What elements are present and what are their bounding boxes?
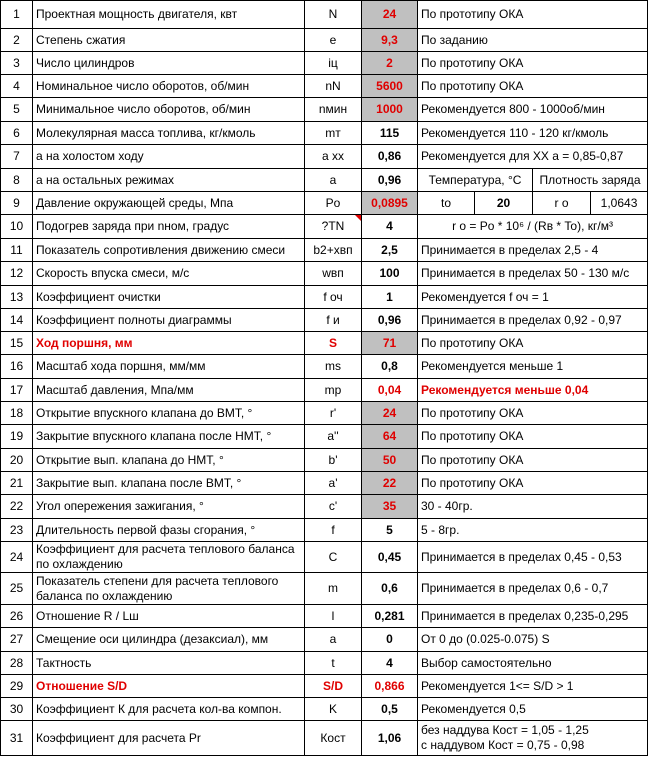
- table-row: [1, 122, 648, 145]
- to-value-cell[interactable]: 20: [475, 192, 533, 215]
- symbol-cell[interactable]: N: [305, 1, 362, 29]
- symbol-cell[interactable]: a'': [305, 425, 362, 449]
- value-cell[interactable]: 0: [362, 628, 418, 652]
- note-cell[interactable]: Принимается в пределах 0,6 - 0,7: [418, 573, 648, 605]
- note-line: без наддува Кост = 1,05 - 1,25: [421, 723, 589, 737]
- note-cell[interactable]: Принимается в пределах 0,92 - 0,97: [418, 309, 648, 332]
- parameter-name-cell[interactable]: Номинальное число оборотов, об/мин: [33, 75, 305, 98]
- row-number-cell[interactable]: 27: [1, 628, 33, 652]
- table-row: [1, 698, 648, 721]
- value-cell[interactable]: 0,866: [362, 675, 418, 698]
- table-row: [1, 519, 648, 542]
- symbol-cell[interactable]: a: [305, 628, 362, 652]
- symbol-cell[interactable]: nN: [305, 75, 362, 98]
- value-cell[interactable]: 24: [362, 402, 418, 425]
- density-label-cell[interactable]: Плотность заряда: [533, 169, 648, 192]
- note-cell[interactable]: Принимается в пределах 0,235-0,295: [418, 605, 648, 628]
- table-row: [1, 402, 648, 425]
- value-cell[interactable]: 0,96: [362, 169, 418, 192]
- symbol-cell[interactable]: nмин: [305, 98, 362, 122]
- symbol-cell[interactable]: mp: [305, 379, 362, 402]
- note-cell[interactable]: Рекомендуется меньше 0,04: [418, 379, 648, 402]
- value-cell[interactable]: 0,8: [362, 355, 418, 379]
- symbol-cell[interactable]: iц: [305, 52, 362, 75]
- table-row: [1, 449, 648, 472]
- note-line: с наддувом Кост = 0,75 - 0,98: [421, 738, 585, 752]
- row-number-cell[interactable]: 14: [1, 309, 33, 332]
- value-cell[interactable]: 1,06: [362, 721, 418, 756]
- note-cell[interactable]: По заданию: [418, 29, 648, 52]
- table-row: [1, 652, 648, 675]
- note-cell[interactable]: [418, 721, 648, 756]
- symbol-cell[interactable]: c': [305, 495, 362, 519]
- table-row: [1, 1, 648, 29]
- symbol-cell[interactable]: t: [305, 652, 362, 675]
- symbol-cell[interactable]: f оч: [305, 286, 362, 309]
- value-cell[interactable]: 0,96: [362, 309, 418, 332]
- parameter-name-cell[interactable]: Показатель сопротивления движению смеси: [33, 239, 305, 262]
- row-number-cell[interactable]: 22: [1, 495, 33, 519]
- note-cell[interactable]: Рекомендуется 800 - 1000об/мин: [418, 98, 648, 122]
- symbol-cell[interactable]: Кост: [305, 721, 362, 756]
- note-cell[interactable]: Рекомендуется f оч = 1: [418, 286, 648, 309]
- parameter-name-cell[interactable]: Коэффициент К для расчета кол-ва компон.: [33, 698, 305, 721]
- parameter-name-cell[interactable]: Число цилиндров: [33, 52, 305, 75]
- value-cell[interactable]: 71: [362, 332, 418, 355]
- parameter-name-cell[interactable]: Масштаб давления, Мпа/мм: [33, 379, 305, 402]
- value-cell[interactable]: 100: [362, 262, 418, 286]
- symbol-cell[interactable]: f: [305, 519, 362, 542]
- parameter-name-cell[interactable]: a на остальных режимах: [33, 169, 305, 192]
- value-cell[interactable]: 0,281: [362, 605, 418, 628]
- ro-value-cell[interactable]: 1,0643: [591, 192, 648, 215]
- row-number-cell[interactable]: 25: [1, 573, 33, 605]
- value-cell[interactable]: 0,45: [362, 542, 418, 573]
- value-cell[interactable]: 0,6: [362, 573, 418, 605]
- value-cell[interactable]: 24: [362, 1, 418, 29]
- note-cell[interactable]: Принимается в пределах 50 - 130 м/с: [418, 262, 648, 286]
- parameter-name-cell[interactable]: Проектная мощность двигателя, квт: [33, 1, 305, 29]
- row-number-cell[interactable]: 11: [1, 239, 33, 262]
- row-number-cell[interactable]: 19: [1, 425, 33, 449]
- row-number-cell[interactable]: 23: [1, 519, 33, 542]
- parameter-name-cell[interactable]: Молекулярная масса топлива, кг/кмоль: [33, 122, 305, 145]
- parameter-name-cell[interactable]: Коэффициент для расчета Pr: [33, 721, 305, 756]
- table-row: [1, 239, 648, 262]
- table-row: [1, 332, 648, 355]
- row-number-cell[interactable]: 9: [1, 192, 33, 215]
- value-cell[interactable]: 1000: [362, 98, 418, 122]
- note-cell[interactable]: 5 - 8гр.: [418, 519, 648, 542]
- symbol-cell[interactable]: e: [305, 29, 362, 52]
- note-cell[interactable]: По прототипу ОКА: [418, 332, 648, 355]
- symbol-cell[interactable]: b': [305, 449, 362, 472]
- parameter-name-cell[interactable]: Минимальное число оборотов, об/мин: [33, 98, 305, 122]
- table-row: [1, 286, 648, 309]
- row-number-cell[interactable]: 24: [1, 542, 33, 573]
- table-row: [1, 573, 648, 605]
- row-number-cell[interactable]: 6: [1, 122, 33, 145]
- note-cell[interactable]: По прототипу ОКА: [418, 425, 648, 449]
- symbol-cell[interactable]: C: [305, 542, 362, 573]
- table-row: [1, 169, 648, 192]
- symbol-cell[interactable]: wвп: [305, 262, 362, 286]
- table-row: [1, 472, 648, 495]
- row-number-cell[interactable]: 16: [1, 355, 33, 379]
- parameter-name-cell[interactable]: Длительность первой фазы сгорания, °: [33, 519, 305, 542]
- symbol-cell[interactable]: ms: [305, 355, 362, 379]
- note-cell[interactable]: Рекомендуется для ХХ a = 0,85-0,87: [418, 145, 648, 169]
- row-number-cell[interactable]: 13: [1, 286, 33, 309]
- symbol-cell[interactable]: a хх: [305, 145, 362, 169]
- row-number-cell[interactable]: 12: [1, 262, 33, 286]
- value-cell[interactable]: 0,04: [362, 379, 418, 402]
- parameter-name-cell[interactable]: Масштаб хода поршня, мм/мм: [33, 355, 305, 379]
- row-number-cell[interactable]: 21: [1, 472, 33, 495]
- table-row: [1, 52, 648, 75]
- note-cell[interactable]: Принимается в пределах 0,45 - 0,53: [418, 542, 648, 573]
- row-number-cell[interactable]: 3: [1, 52, 33, 75]
- parameter-name-cell[interactable]: Коэффициент для расчета теплового баланса по охлаждению: [33, 542, 305, 573]
- parameter-name-cell[interactable]: Коэффициент полноты диаграммы: [33, 309, 305, 332]
- note-cell[interactable]: По прототипу ОКА: [418, 75, 648, 98]
- note-cell[interactable]: По прототипу ОКА: [418, 52, 648, 75]
- row-number-cell[interactable]: 29: [1, 675, 33, 698]
- symbol-cell[interactable]: m: [305, 573, 362, 605]
- parameter-name-cell[interactable]: Степень сжатия: [33, 29, 305, 52]
- note-cell[interactable]: Принимается в пределах 2,5 - 4: [418, 239, 648, 262]
- symbol-cell[interactable]: r': [305, 402, 362, 425]
- note-cell[interactable]: Рекомендуется 110 - 120 кг/кмоль: [418, 122, 648, 145]
- row-number-cell[interactable]: 8: [1, 169, 33, 192]
- symbol-cell[interactable]: S: [305, 332, 362, 355]
- table-row: [1, 29, 648, 52]
- row-number-cell[interactable]: 10: [1, 215, 33, 239]
- value-cell[interactable]: 5: [362, 519, 418, 542]
- symbol-cell[interactable]: a: [305, 169, 362, 192]
- note-cell[interactable]: Выбор самостоятельно: [418, 652, 648, 675]
- table-row: [1, 605, 648, 628]
- note-cell[interactable]: Рекомендуется 1<= S/D > 1: [418, 675, 648, 698]
- note-cell[interactable]: 30 - 40гр.: [418, 495, 648, 519]
- symbol-cell[interactable]: ?TN: [305, 215, 362, 239]
- note-cell[interactable]: Рекомендуется 0,5: [418, 698, 648, 721]
- table-row: [1, 192, 648, 215]
- symbol-cell[interactable]: a': [305, 472, 362, 495]
- note-cell[interactable]: По прототипу ОКА: [418, 1, 648, 29]
- parameter-name-cell[interactable]: Подогрев заряда при nном, градус: [33, 215, 305, 239]
- parameter-name-cell[interactable]: Закрытие вып. клапана после ВМТ, °: [33, 472, 305, 495]
- row-number-cell[interactable]: 30: [1, 698, 33, 721]
- row-number-cell[interactable]: 4: [1, 75, 33, 98]
- parameter-name-cell[interactable]: Отношение R / Lш: [33, 605, 305, 628]
- row-number-cell[interactable]: 17: [1, 379, 33, 402]
- row-number-cell[interactable]: 15: [1, 332, 33, 355]
- row-number-cell[interactable]: 20: [1, 449, 33, 472]
- table-row: [1, 262, 648, 286]
- table-row: [1, 542, 648, 573]
- row-number-cell[interactable]: 31: [1, 721, 33, 756]
- value-cell[interactable]: 64: [362, 425, 418, 449]
- value-cell[interactable]: 2: [362, 52, 418, 75]
- parameter-name-cell[interactable]: Ход поршня, мм: [33, 332, 305, 355]
- row-number-cell[interactable]: 28: [1, 652, 33, 675]
- note-cell[interactable]: Рекомендуется меньше 1: [418, 355, 648, 379]
- parameter-name-cell[interactable]: Тактность: [33, 652, 305, 675]
- table-row: [1, 721, 648, 756]
- value-cell[interactable]: 0,86: [362, 145, 418, 169]
- to-label-cell[interactable]: to: [418, 192, 475, 215]
- table-row: [1, 309, 648, 332]
- parameter-name-cell[interactable]: Давление окружающей среды, Мпа: [33, 192, 305, 215]
- parameter-name-cell[interactable]: a на холостом ходу: [33, 145, 305, 169]
- value-cell[interactable]: 1: [362, 286, 418, 309]
- note-cell[interactable]: r o = Po * 10⁶ / (Rв * To), кг/м³: [418, 215, 648, 239]
- parameter-name-cell[interactable]: Смещение оси цилиндра (дезаксиал), мм: [33, 628, 305, 652]
- symbol-cell[interactable]: l: [305, 605, 362, 628]
- symbol-cell[interactable]: S/D: [305, 675, 362, 698]
- table-row: [1, 98, 648, 122]
- value-cell[interactable]: 22: [362, 472, 418, 495]
- value-cell[interactable]: 9,3: [362, 29, 418, 52]
- parameter-name-cell[interactable]: Угол опережения зажигания, °: [33, 495, 305, 519]
- table-row: [1, 495, 648, 519]
- parameter-name-cell[interactable]: Открытие впускного клапана до ВМТ, °: [33, 402, 305, 425]
- table-row: [1, 355, 648, 379]
- table-row: [1, 675, 648, 698]
- table-row: [1, 75, 648, 98]
- value-cell[interactable]: 0,5: [362, 698, 418, 721]
- value-cell[interactable]: 5600: [362, 75, 418, 98]
- value-cell[interactable]: 50: [362, 449, 418, 472]
- note-cell[interactable]: От 0 до (0.025-0.075) S: [418, 628, 648, 652]
- table-row: [1, 215, 648, 239]
- value-cell[interactable]: 4: [362, 215, 418, 239]
- value-cell[interactable]: 2,5: [362, 239, 418, 262]
- value-cell[interactable]: 115: [362, 122, 418, 145]
- parameter-name-cell[interactable]: Открытие вып. клапана до НМТ, °: [33, 449, 305, 472]
- symbol-cell[interactable]: f и: [305, 309, 362, 332]
- parameter-name-cell[interactable]: Закрытие впускного клапана после НМТ, °: [33, 425, 305, 449]
- parameter-name-cell[interactable]: Скорость впуска смеси, м/с: [33, 262, 305, 286]
- symbol-cell[interactable]: b2+xвп: [305, 239, 362, 262]
- parameter-name-cell[interactable]: Отношение S/D: [33, 675, 305, 698]
- row-number-cell[interactable]: 5: [1, 98, 33, 122]
- row-number-cell[interactable]: 2: [1, 29, 33, 52]
- row-number-cell[interactable]: 26: [1, 605, 33, 628]
- value-cell[interactable]: 0,0895: [362, 192, 418, 215]
- row-number-cell[interactable]: 1: [1, 1, 33, 29]
- table-row: [1, 628, 648, 652]
- symbol-cell[interactable]: Po: [305, 192, 362, 215]
- parameter-name-cell[interactable]: Показатель степени для расчета теплового баланса по охлаждению: [33, 573, 305, 605]
- row-number-cell[interactable]: 7: [1, 145, 33, 169]
- note-cell[interactable]: По прототипу ОКА: [418, 402, 648, 425]
- symbol-cell[interactable]: K: [305, 698, 362, 721]
- note-cell[interactable]: По прототипу ОКА: [418, 449, 648, 472]
- table-row: [1, 379, 648, 402]
- table-row: [1, 145, 648, 169]
- value-cell[interactable]: 4: [362, 652, 418, 675]
- ro-label-cell[interactable]: r o: [533, 192, 591, 215]
- row-number-cell[interactable]: 18: [1, 402, 33, 425]
- note-cell[interactable]: По прототипу ОКА: [418, 472, 648, 495]
- temperature-label-cell[interactable]: Температура, °С: [418, 169, 533, 192]
- parameter-name-cell[interactable]: Коэффициент очистки: [33, 286, 305, 309]
- table-row: [1, 425, 648, 449]
- symbol-cell[interactable]: mт: [305, 122, 362, 145]
- value-cell[interactable]: 35: [362, 495, 418, 519]
